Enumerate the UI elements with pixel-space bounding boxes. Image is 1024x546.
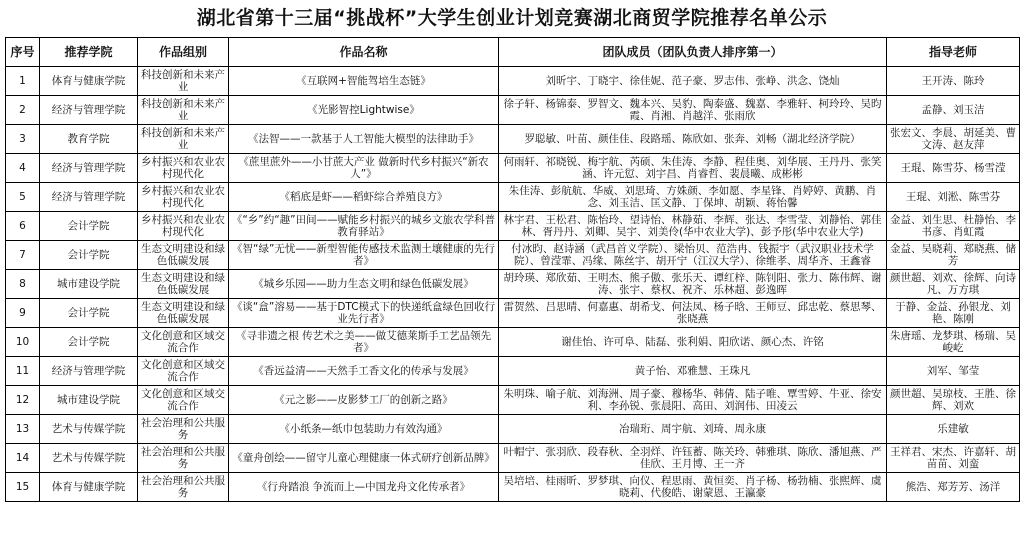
cell-group: 科技创新和未来产业 — [138, 125, 229, 154]
cell-members: 何雨轩、祁晓锐、梅宇航、芮硕、朱佳涛、李静、程佳奥、刘华展、王丹丹、张笑涵、许元愆、刘宇昌、肖睿哲、裴晨曦、成彬彬 — [499, 154, 887, 183]
cell-members: 林宇君、王松君、陈怡玲、望诗怡、林静茹、李辉、张达、李雪莹、刘静怡、郭佳林、胥丹丹、刘卿、吴宇、刘美伶(华中农业大学)、彭予彤(华中农业大学) — [499, 212, 887, 241]
cell-advisor: 金益、吴晓莉、郑晓燕、储芳 — [887, 241, 1020, 270]
header-no: 序号 — [6, 38, 40, 67]
cell-advisor: 乐建敏 — [887, 415, 1020, 444]
table-row — [6, 386, 1020, 415]
cell-advisor: 于静、金益、孙银龙、刘艳、陈刚 — [887, 299, 1020, 328]
cell-advisor: 王琨、陈雪芬、杨雪滢 — [887, 154, 1020, 183]
header-name: 作品名称 — [229, 38, 499, 67]
cell-group: 文化创意和区域交流合作 — [138, 386, 229, 415]
cell-no: 9 — [6, 299, 40, 328]
cell-advisor: 金益、刘生思、杜静怡、李书彦、肖虹霞 — [887, 212, 1020, 241]
cell-group: 社会治理和公共服务 — [138, 415, 229, 444]
cell-school: 艺术与传媒学院 — [40, 415, 138, 444]
cell-group: 社会治理和公共服务 — [138, 444, 229, 473]
cell-no: 11 — [6, 357, 40, 386]
header-group: 作品组别 — [138, 38, 229, 67]
cell-school: 经济与管理学院 — [40, 357, 138, 386]
cell-advisor: 王祥君、宋杰、许嘉轩、胡苗苗、刘蛮 — [887, 444, 1020, 473]
cell-no: 6 — [6, 212, 40, 241]
cell-school: 会计学院 — [40, 299, 138, 328]
cell-school: 经济与管理学院 — [40, 154, 138, 183]
cell-members: 刘昕宇、丁晓宇、徐佳妮、范子豪、罗志伟、张峥、洪念、饶灿 — [499, 67, 887, 96]
cell-no: 2 — [6, 96, 40, 125]
cell-no: 3 — [6, 125, 40, 154]
cell-name: 《光影智控Lightwise》 — [229, 96, 499, 125]
cell-members: 吴培培、桂雨昕、罗梦琪、向仪、程思雨、黄恒奕、肖子杨、杨勃楠、张熙辉、虞晓莉、代俊皓、谢蒙恩、王瀛豪 — [499, 473, 887, 502]
cell-members: 付冰昀、赵诗涵（武昌首义学院）、梁怡贝、范浩冉、钱振宇（武汉职业技术学院）、曾滢霏、冯缘、陈丝宇、胡开宁（江汉大学）、徐维孝、周华齐、王鑫睿 — [499, 241, 887, 270]
cell-members: 罗聪敏、叶苗、颜佳佳、段路瑶、陈欣如、张奔、刘畅（湖北经济学院） — [499, 125, 887, 154]
table-row — [6, 125, 1020, 154]
cell-group: 科技创新和未来产业 — [138, 96, 229, 125]
cell-no: 10 — [6, 328, 40, 357]
cell-group: 乡村振兴和农业农村现代化 — [138, 212, 229, 241]
cell-school: 体育与健康学院 — [40, 473, 138, 502]
cell-name: 《稻底是虾——稻虾综合养殖良方》 — [229, 183, 499, 212]
header-school: 推荐学院 — [40, 38, 138, 67]
cell-school: 会计学院 — [40, 328, 138, 357]
cell-no: 13 — [6, 415, 40, 444]
header-advisor: 指导老师 — [887, 38, 1020, 67]
cell-name: 《元之影——皮影梦工厂的创新之路》 — [229, 386, 499, 415]
cell-no: 5 — [6, 183, 40, 212]
cell-name: 《香远益清——天然手工香文化的传承与发展》 — [229, 357, 499, 386]
recommendation-table — [5, 37, 1020, 502]
cell-no: 7 — [6, 241, 40, 270]
table-row — [6, 357, 1020, 386]
cell-members: 朱明珠、喻子航、刘海洲、周子豪、穆杨华、韩倩、陆子唯、覃雪婷、牛亚、徐安利、李孙锐、张晨阳、高田、刘润伟、田凌云 — [499, 386, 887, 415]
cell-no: 4 — [6, 154, 40, 183]
cell-group: 生态文明建设和绿色低碳发展 — [138, 241, 229, 270]
table-row — [6, 67, 1020, 96]
cell-no: 15 — [6, 473, 40, 502]
cell-advisor: 颜世超、刘欢、徐辉、向诗凡、万方琪 — [887, 270, 1020, 299]
cell-group: 生态文明建设和绿色低碳发展 — [138, 270, 229, 299]
cell-school: 教育学院 — [40, 125, 138, 154]
cell-name: 《法智——一款基于人工智能大模型的法律助手》 — [229, 125, 499, 154]
cell-school: 经济与管理学院 — [40, 183, 138, 212]
header-members: 团队成员（团队负责人排序第一） — [499, 38, 887, 67]
cell-school: 体育与健康学院 — [40, 67, 138, 96]
cell-school: 城市建设学院 — [40, 270, 138, 299]
table-row — [6, 241, 1020, 270]
table-row — [6, 328, 1020, 357]
cell-members: 朱佳涛、彭航航、华威、刘思琦、方姝颜、李如愿、李星锋、肖婷婷、黄鹏、肖念、刘玉洁、匡文静、丁保坤、胡颖、蒋怡馨 — [499, 183, 887, 212]
cell-name: 《智“绿”无忧——新型智能传感技术监测土壤健康的先行者》 — [229, 241, 499, 270]
table-row — [6, 444, 1020, 473]
cell-school: 会计学院 — [40, 241, 138, 270]
cell-no: 14 — [6, 444, 40, 473]
cell-advisor: 刘军、邹莹 — [887, 357, 1020, 386]
cell-group: 社会治理和公共服务 — [138, 473, 229, 502]
table-row — [6, 183, 1020, 212]
cell-advisor: 张宏文、李晨、胡延美、曹文涛、赵友萍 — [887, 125, 1020, 154]
cell-members: 胡玲瑛、郑欣茹、王明杰、熊子傲、张乐天、谭红梓、陈钊阳、张力、陈伟辉、谢涛、张宇、蔡权、祝齐、乐林超、彭逸晖 — [499, 270, 887, 299]
cell-group: 文化创意和区域交流合作 — [138, 328, 229, 357]
table-row — [6, 96, 1020, 125]
cell-name: 《童舟创绘——留守儿童心理健康一体式研疗创新品牌》 — [229, 444, 499, 473]
cell-advisor: 朱唐瑶、龙梦琪、杨瑞、吴峻屹 — [887, 328, 1020, 357]
cell-name: 《谈“盒”溶易——基于DTC模式下的快递纸盒绿色回收行业先行者》 — [229, 299, 499, 328]
cell-group: 乡村振兴和农业农村现代化 — [138, 183, 229, 212]
cell-members: 徐子轩、杨锦泰、罗智文、魏本兴、吴豹、陶泰盛、魏嘉、李雅轩、柯玲玲、吴昀霞、肖湘、肖越洋、张雨欣 — [499, 96, 887, 125]
table-header-row — [6, 38, 1020, 67]
cell-name: 《“乡”约“趣”田间——赋能乡村振兴的城乡文旅农学科普教育驿站》 — [229, 212, 499, 241]
cell-members: 黄子怡、邓雅慧、王珠凡 — [499, 357, 887, 386]
table-row — [6, 299, 1020, 328]
cell-members: 叶帽宁、张羽欣、段春秋、全羽烊、许钰蓄、陈关玲、韩雅琪、陈欣、潘旭燕、严佳欣、王月博、王一齐 — [499, 444, 887, 473]
cell-name: 《小纸条—纸巾包装助力有效沟通》 — [229, 415, 499, 444]
cell-name: 《蔗里蔗外——小甘蔗大产业 做新时代乡村振兴“新农人”》 — [229, 154, 499, 183]
table-row — [6, 212, 1020, 241]
cell-group: 生态文明建设和绿色低碳发展 — [138, 299, 229, 328]
cell-name: 《城乡乐园——助力生态文明和绿色低碳发展》 — [229, 270, 499, 299]
cell-group: 科技创新和未来产业 — [138, 67, 229, 96]
table-row — [6, 473, 1020, 502]
cell-name: 《行舟踏浪 争流而上—中国龙舟文化传承者》 — [229, 473, 499, 502]
cell-school: 城市建设学院 — [40, 386, 138, 415]
cell-members: 雷贺然、吕思晴、何嘉惠、胡希戈、何法凤、杨子晗、王师豆、邱忠乾、蔡思琴、张晓燕 — [499, 299, 887, 328]
cell-school: 会计学院 — [40, 212, 138, 241]
cell-name: 《互联网+智能驾培生态链》 — [229, 67, 499, 96]
cell-name: 《寻非遗之根 传艺术之美——做艾德莱斯手工艺品领先者》 — [229, 328, 499, 357]
table-row — [6, 154, 1020, 183]
cell-group: 乡村振兴和农业农村现代化 — [138, 154, 229, 183]
cell-advisor: 熊浩、郑芳芳、汤洋 — [887, 473, 1020, 502]
cell-members: 冶瑞珩、周宇航、刘琦、周永康 — [499, 415, 887, 444]
table-row — [6, 270, 1020, 299]
table-row — [6, 415, 1020, 444]
cell-advisor: 王琨、刘淞、陈雪芬 — [887, 183, 1020, 212]
cell-school: 艺术与传媒学院 — [40, 444, 138, 473]
page-title: 湖北省第十三届“挑战杯”大学生创业计划竞赛湖北商贸学院推荐名单公示 — [196, 7, 828, 29]
cell-no: 1 — [6, 67, 40, 96]
cell-advisor: 颜世超、吴琼枝、王胜、徐辉、刘欢 — [887, 386, 1020, 415]
cell-group: 文化创意和区域交流合作 — [138, 357, 229, 386]
cell-members: 谢佳怡、许可阜、陆磊、张利娟、阳欣诺、颜心杰、许铭 — [499, 328, 887, 357]
cell-advisor: 孟静、刘玉洁 — [887, 96, 1020, 125]
cell-no: 12 — [6, 386, 40, 415]
cell-no: 8 — [6, 270, 40, 299]
cell-advisor: 王开涛、陈玲 — [887, 67, 1020, 96]
cell-school: 经济与管理学院 — [40, 96, 138, 125]
